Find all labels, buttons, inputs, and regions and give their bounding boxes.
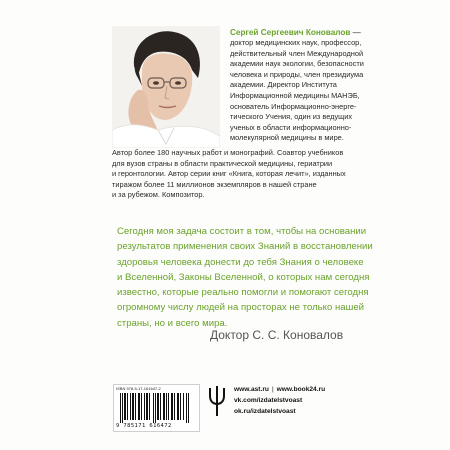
barcode-icon: [120, 393, 192, 423]
bio-line: молекулярной медицины в мире.: [230, 133, 344, 143]
bio-line: и геронтологии. Автор серии книг «Книга, которая лечит», изданных: [112, 169, 346, 179]
bio-line: доктор медицинских наук, профессор,: [230, 38, 362, 47]
quote-line: страны, но и всего мира.: [117, 317, 228, 329]
author-quote: [117, 224, 373, 331]
quote-line: известно, которые реально помогли и помогают сегодня: [117, 287, 369, 299]
author-bio-full: [112, 148, 382, 201]
author-bio-short: [230, 38, 380, 144]
link-book24[interactable]: www.book24.ru: [276, 386, 326, 393]
bio-line: и за рубежом. Композитор.: [112, 190, 205, 200]
bio-line: академии наук экологии, безопасности: [230, 59, 364, 69]
bio-line: тического Учения, один из ведущих: [230, 112, 353, 122]
publisher-links: [234, 384, 325, 417]
quote-line: огромному числу людей на просторах не только нашей: [117, 302, 365, 314]
link-vk[interactable]: vk.com/izdatelstvoast: [234, 397, 303, 404]
bio-line: тиражом более 11 миллионов экземпляров в нашей стране: [112, 179, 317, 189]
bio-line: академии. Директор Института: [230, 80, 337, 90]
quote-line: и Вселенной, Законы Вселенной, о которых нам сегодня: [117, 271, 370, 283]
isbn-text: ISBN 978-5-17-161647-2: [116, 386, 161, 391]
barcode: [113, 384, 200, 432]
bio-line: человека и природы, член президиума: [230, 69, 364, 79]
quote-line: здоровья человека донести до тебя Знания о человеке: [117, 256, 364, 268]
quote-signature: Доктор С. С. Коновалов: [210, 328, 344, 342]
ean-number: 9 785171 616472: [116, 423, 172, 429]
author-name-text: Сергей Сергеевич Коновалов: [230, 28, 351, 37]
bio-line: Информационной медицины МАНЭБ,: [230, 90, 360, 100]
author-name: [230, 27, 360, 38]
author-name-dash: —: [350, 28, 361, 37]
bio-line: для вузов страны в области практической медицины, гериатрии: [112, 158, 333, 168]
link-separator: |: [271, 386, 274, 393]
publisher-psi-logo: [208, 384, 226, 418]
quote-line: Сегодня моя задача состоит в том, чтобы на основании: [117, 226, 367, 237]
bio-line: ученых в области информационно-: [230, 122, 352, 132]
bio-line: Автор более 180 научных работ и монографий. Соавтор учебников: [112, 148, 344, 157]
link-ast[interactable]: www.ast.ru: [234, 386, 269, 393]
bio-line: действительный член Международной: [230, 48, 364, 58]
bio-line: основатель Информационно-энерге-: [230, 101, 357, 111]
link-ok[interactable]: ok.ru/izdatelstvoast: [234, 408, 296, 415]
website-links: [234, 384, 325, 395]
author-portrait: [112, 26, 220, 148]
quote-line: результатов применения своих Знаний в восстановлении: [117, 241, 373, 253]
